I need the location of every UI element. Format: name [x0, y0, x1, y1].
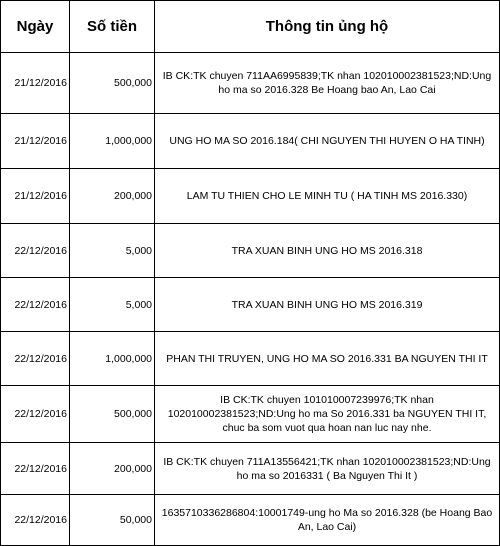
row-info: UNG HO MA SO 2016.184( CHI NGUYEN THI HUYEN O HA TINH): [155, 114, 500, 169]
header-amount: Số tiền: [70, 1, 155, 53]
row-date: 21/12/2016: [1, 53, 70, 114]
table-row: [1, 386, 500, 443]
row-date: 21/12/2016: [1, 169, 70, 224]
table-row: [1, 278, 500, 332]
row-info: TRA XUAN BINH UNG HO MS 2016.319: [155, 278, 500, 332]
row-amount: 5,000: [70, 224, 155, 278]
row-date: 22/12/2016: [1, 386, 70, 443]
table-row: [1, 495, 500, 546]
table-row: [1, 169, 500, 224]
row-date: 22/12/2016: [1, 224, 70, 278]
table-row: [1, 53, 500, 114]
row-info: TRA XUAN BINH UNG HO MS 2016.318: [155, 224, 500, 278]
row-amount: 1,000,000: [70, 332, 155, 386]
row-amount: 50,000: [70, 495, 155, 546]
table-row: [1, 224, 500, 278]
row-info: PHAN THI TRUYEN, UNG HO MA SO 2016.331 BA NGUYEN THI IT: [155, 332, 500, 386]
header-row: [1, 1, 500, 53]
header-date: Ngày: [1, 1, 70, 53]
row-amount: 500,000: [70, 386, 155, 443]
table-row: [1, 114, 500, 169]
row-date: 21/12/2016: [1, 114, 70, 169]
row-info: LAM TU THIEN CHO LE MINH TU ( HA TINH MS 2016.330): [155, 169, 500, 224]
row-date: 22/12/2016: [1, 332, 70, 386]
table-row: [1, 443, 500, 495]
row-amount: 5,000: [70, 278, 155, 332]
header-info: Thông tin ủng hộ: [155, 1, 500, 53]
row-amount: 500,000: [70, 53, 155, 114]
row-info: IB CK:TK chuyen 101010007239976;TK nhan 102010002381523;ND:Ung ho ma So 2016.331 ba NGUYEN THI IT, chuc ba som vuot qua hoan nan luc nay nhe.: [155, 386, 500, 443]
row-amount: 200,000: [70, 169, 155, 224]
row-amount: 1,000,000: [70, 114, 155, 169]
row-date: 22/12/2016: [1, 495, 70, 546]
row-amount: 200,000: [70, 443, 155, 495]
row-info: IB CK:TK chuyen 711AA6995839;TK nhan 102010002381523;ND:Ung ho ma so 2016.328 Be Hoang bao An, Lao Cai: [155, 53, 500, 114]
table-row: [1, 332, 500, 386]
row-date: 22/12/2016: [1, 443, 70, 495]
row-info: 1635710336286804:10001749-ung ho Ma so 2016.328 (be Hoang Bao An, Lao Cai): [155, 495, 500, 546]
row-date: 22/12/2016: [1, 278, 70, 332]
row-info: IB CK:TK chuyen 711A13556421;TK nhan 102010002381523;ND:Ung ho ma so 2016331 ( Ba Nguyen Thi It ): [155, 443, 500, 495]
